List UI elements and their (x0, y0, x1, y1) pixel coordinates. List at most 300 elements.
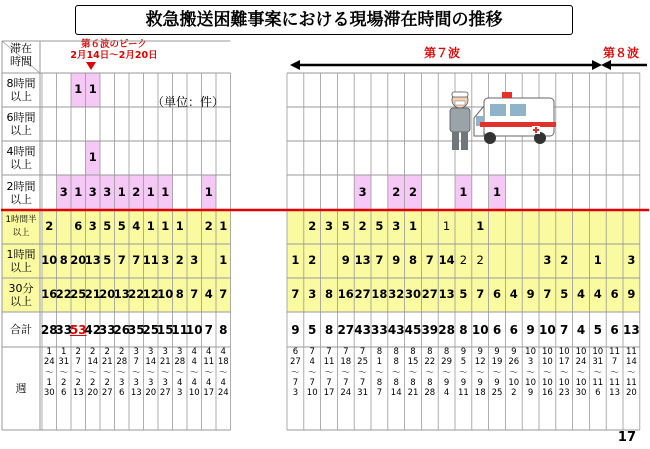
week-label (100, 347, 115, 429)
table-cell-h8: 1 (74, 82, 83, 97)
wave8-label: 第８波 (603, 46, 640, 60)
table-cell-m30: 32 (388, 287, 405, 302)
week-label-part: 24 (575, 357, 587, 368)
week-label-part: 2 (104, 347, 110, 357)
row-header-text: 以上 (10, 90, 32, 103)
table-cell-total: 6 (610, 322, 619, 337)
week-label-part: 4 (309, 357, 315, 368)
table-cell-total: 13 (623, 322, 640, 337)
week-label (438, 347, 455, 429)
table-cell-m30: 7 (219, 287, 228, 302)
row-header-h4 (2, 141, 40, 175)
table-cell-h1: 3 (190, 253, 199, 268)
week-label-part: 1 (46, 347, 52, 357)
table-cell-h1: 2 (308, 253, 317, 268)
week-label-part: 7 (133, 357, 139, 368)
week-label (337, 347, 354, 429)
table-cell-total: 39 (421, 322, 439, 337)
week-label-part: 4 (206, 377, 212, 388)
week-label-part: 5 (460, 357, 467, 368)
table-cell-m30: 21 (84, 287, 101, 302)
table-cell-h2: 3 (103, 184, 112, 199)
table-cell-h2: 1 (117, 184, 126, 199)
table-cell-total: 33 (55, 322, 73, 337)
week-label-part: 2 (75, 377, 81, 388)
table-cell-total: 53 (69, 322, 87, 337)
table-cell-total: 25 (142, 322, 160, 337)
row-header-text: 2時間 (6, 179, 36, 193)
table-cell-m30: 6 (492, 287, 501, 302)
week-label (354, 347, 371, 429)
week-label-part: 11 (592, 377, 604, 388)
week-label (42, 347, 57, 429)
week-label-part: 1 (61, 347, 67, 357)
table-cell-h15: 3 (88, 219, 97, 234)
week-label-part: 4 (191, 347, 197, 357)
row-header-text: 6時間 (6, 111, 36, 124)
table-cell-m30: 9 (526, 287, 535, 302)
week-label-part: 4 (220, 347, 226, 357)
table-cell-h15: 1 (219, 219, 228, 234)
week-label-part: ～ (189, 367, 199, 378)
week-label-part: 8 (393, 377, 399, 388)
peak-label-line1: 第６波のピーク (80, 39, 148, 50)
week-label-part: 24 (43, 357, 55, 368)
week-label-part: 19 (491, 357, 503, 368)
table-cell-total: 5 (308, 322, 317, 337)
week-label-part: 20 (625, 388, 637, 399)
week-label-part: 10 (558, 347, 570, 357)
week-label-part: 3 (148, 377, 154, 388)
week-label-part: 13 (72, 388, 84, 399)
table-cell-total: 26 (113, 322, 131, 337)
week-label (623, 347, 640, 429)
week-label (405, 347, 422, 429)
week-label-part: 3 (162, 377, 168, 388)
table-cell-h1: 2 (175, 253, 184, 268)
table-cell-h2: 1 (146, 184, 155, 199)
week-label-part: 30 (43, 388, 55, 399)
week-label-part: ～ (475, 367, 485, 378)
table-cell-m30: 4 (576, 287, 585, 302)
table-cell-total: 28 (40, 322, 58, 337)
week-label-part: ～ (375, 367, 384, 378)
table-cell-h2: 1 (74, 184, 83, 199)
table-cell-h15: 1 (161, 219, 170, 234)
week-label-part: 9 (477, 377, 483, 388)
week-label-part: 9 (460, 377, 467, 388)
table-cell-total: 6 (492, 322, 502, 337)
week-label-part: 3 (177, 347, 183, 357)
week-label-part: ～ (146, 367, 155, 378)
table-cell-m30: 22 (55, 287, 72, 302)
week-label-part: 9 (527, 388, 534, 399)
week-label-part: 6 (292, 347, 299, 357)
week-label-part: 8 (376, 377, 383, 388)
row-header-text: 30分 (8, 282, 34, 295)
week-label-part: 8 (410, 377, 416, 388)
table-cell-m30: 12 (142, 287, 159, 302)
table-cell-h15: 5 (341, 219, 350, 234)
week-label-part: 2 (104, 377, 110, 388)
week-label-part: 10 (508, 377, 520, 388)
table-cell-h1: 3 (627, 253, 636, 268)
table-cell-h2: 1 (459, 184, 468, 199)
week-label-part: ～ (44, 367, 54, 378)
week-label-part: 6 (61, 388, 67, 399)
week-label-part: 3 (133, 347, 139, 357)
table-cell-m30: 4 (509, 287, 518, 302)
week-label-part: 18 (340, 357, 352, 368)
row-header-h15 (2, 210, 40, 244)
week-label-part: 4 (177, 377, 183, 388)
week-label-part: 21 (101, 357, 113, 368)
table-cell-h1: 13 (354, 253, 371, 268)
week-label-part: 7 (326, 377, 332, 388)
week-label-part: 3 (292, 388, 299, 399)
week-label-part: 14 (145, 357, 157, 368)
row-header-text: 4時間 (6, 145, 36, 158)
table-cell-total: 9 (526, 322, 535, 337)
table-cell-total: 33 (98, 322, 116, 337)
week-label-part: 4 (191, 377, 197, 388)
row-header-text: 以上 (12, 228, 30, 238)
table-cell-m30: 4 (593, 287, 602, 302)
unit-label: （単位：件） (152, 95, 225, 109)
week-label-part: 3 (133, 377, 139, 388)
table-cell-h1: 5 (103, 253, 112, 268)
week-label-part: ～ (593, 367, 603, 378)
week-label-part: 7 (359, 347, 366, 357)
week-label-part: 21 (407, 388, 419, 399)
week-label-part: 7 (292, 377, 299, 388)
week-label-part: 2 (75, 347, 81, 357)
table-cell-m30: 10 (157, 287, 174, 302)
week-label-part: ～ (425, 367, 435, 378)
week-label-part: 10 (306, 388, 318, 399)
table-cell-total: 10 (539, 322, 556, 337)
table-cell-total: 43 (387, 322, 405, 337)
week-label (158, 347, 173, 429)
week-label-part: 2 (90, 377, 96, 388)
week-label-part: ～ (160, 367, 170, 378)
week-label (115, 347, 130, 429)
week-label-part: 11 (323, 357, 335, 368)
table-cell-h15: 1 (442, 219, 451, 234)
table-cell-m30: 20 (99, 287, 116, 302)
week-label (388, 347, 405, 429)
week-label (421, 347, 438, 429)
week-label (287, 347, 304, 429)
table-cell-m30: 4 (204, 287, 213, 302)
week-label-part: 20 (87, 388, 99, 399)
table-cell-total: 9 (291, 322, 300, 337)
table-cell-m30: 13 (113, 287, 130, 302)
week-label (489, 347, 506, 429)
table-cell-h1: 8 (59, 253, 68, 268)
week-label-part: ～ (442, 367, 451, 378)
week-label-part: 25 (357, 357, 368, 368)
week-label-part: 18 (217, 357, 229, 368)
week-label-part: 28 (174, 357, 186, 368)
table-cell-h15: 1 (408, 219, 417, 234)
peak-label-line2: 2月14日～2月20日 (70, 50, 158, 61)
table-cell-h2: 3 (88, 184, 97, 199)
table-cell-h15: 6 (74, 219, 83, 234)
week-label-part: 1 (46, 377, 52, 388)
week-label-part: 6 (119, 388, 125, 399)
row-header-h2 (2, 175, 40, 210)
table-cell-h15: 5 (103, 219, 112, 234)
week-label-part: ～ (88, 367, 97, 378)
week-label-part: 10 (541, 357, 553, 368)
week-label-part: 2 (119, 347, 125, 357)
table-cell-m30: 7 (543, 287, 552, 302)
week-label-part: 11 (203, 357, 215, 368)
row-header-m30 (2, 278, 40, 312)
table-cell-h2: 2 (392, 184, 401, 199)
row-header-text: 1時間 (6, 248, 36, 261)
week-label-part: 10 (525, 347, 536, 357)
week-label-part: 3 (162, 347, 168, 357)
week-label-part: ～ (324, 367, 334, 378)
week-label-part: 11 (609, 377, 620, 388)
table-cell-m30: 18 (371, 287, 388, 302)
week-label-part: 12 (474, 357, 486, 368)
week-label-part: ～ (131, 367, 141, 378)
ambulance-illustration-icon (440, 86, 570, 154)
week-label-part: ～ (117, 367, 126, 378)
wave7-label: 第７波 (424, 46, 461, 60)
week-label-part: ～ (291, 367, 300, 378)
table-cell-m30: 16 (337, 287, 354, 302)
week-label-part: ～ (509, 367, 519, 378)
week-label-part: 28 (116, 357, 128, 368)
week-label-part: 10 (575, 377, 587, 388)
week-label-part: 28 (424, 388, 436, 399)
table-cell-total: 15 (156, 322, 174, 337)
row-header-text: 以上 (10, 124, 32, 137)
table-cell-total: 45 (404, 322, 422, 337)
table-cell-total: 8 (219, 322, 228, 337)
week-label-part: 9 (477, 347, 483, 357)
week-label-part: 17 (203, 388, 215, 399)
week-label-part: 10 (592, 347, 604, 357)
week-label-part: 6 (595, 388, 601, 399)
week-label-part: 21 (159, 357, 171, 368)
week-label-part: 3 (148, 347, 154, 357)
week-label-part: 14 (390, 388, 402, 399)
week-label (522, 347, 539, 429)
week-label-part: 31 (58, 357, 70, 368)
week-label-part: 15 (407, 357, 419, 368)
week-label (539, 347, 556, 429)
table-cell-h1: 13 (84, 253, 101, 268)
week-label-part: 14 (625, 357, 637, 368)
table-cell-h15: 3 (392, 219, 401, 234)
table-cell-total: 11 (171, 322, 189, 337)
table-cell-h1: 7 (375, 253, 384, 268)
row-header-week: 週 (15, 382, 27, 395)
week-label-part: 11 (457, 388, 469, 399)
table-cell-h2: 1 (492, 184, 501, 199)
table-cell-h1: 2 (476, 253, 484, 268)
week-label-part: 10 (541, 347, 553, 357)
table-cell-m30: 7 (291, 287, 300, 302)
table-cell-h15: 2 (308, 219, 317, 234)
week-label-part: 7 (611, 357, 618, 368)
table-cell-h15: 1 (476, 219, 485, 234)
week-label-part: 17 (558, 357, 570, 368)
week-label-part: ～ (59, 367, 68, 378)
week-label-part: 20 (145, 388, 157, 399)
week-label (187, 347, 202, 429)
week-label-part: 9 (494, 377, 500, 388)
week-label-part: 25 (491, 388, 503, 399)
week-label-part: 3 (177, 388, 183, 399)
table-cell-total: 28 (438, 322, 455, 337)
week-label (455, 347, 472, 429)
table-cell-h15: 5 (117, 219, 126, 234)
table-cell-m30: 6 (610, 287, 619, 302)
table-cell-h15: 4 (132, 219, 141, 234)
table-cell-h1: 9 (392, 253, 401, 268)
table-cell-h15: 2 (204, 219, 213, 234)
table-cell-total: 43 (354, 322, 371, 337)
table-cell-total: 33 (371, 322, 388, 337)
week-label (573, 347, 590, 429)
week-label-part: ～ (610, 367, 619, 378)
table-cell-total: 4 (576, 322, 586, 337)
week-label-part: 7 (75, 357, 81, 368)
table-cell-h1: 7 (132, 253, 141, 268)
table-cell-h15: 5 (375, 219, 384, 234)
week-label-part: 27 (101, 388, 113, 399)
row-header-h6 (2, 107, 40, 141)
table-cell-h1: 20 (70, 253, 87, 268)
week-label-part: 9 (494, 347, 500, 357)
table-cell-h1: 11 (142, 253, 159, 268)
week-label-part: 2 (90, 347, 96, 357)
week-label-part: 1 (376, 357, 383, 368)
table-cell-h1: 3 (161, 253, 170, 268)
week-label-part: 8 (443, 347, 450, 357)
row-header-text: 合計 (10, 323, 32, 336)
table-cell-h2: 3 (59, 184, 68, 199)
week-label-part: ～ (175, 367, 184, 378)
table-cell-total: 27 (337, 322, 355, 337)
table-cell-total: 10 (471, 322, 489, 337)
week-label-part: 8 (427, 347, 433, 357)
week-label-part: ～ (73, 367, 83, 378)
week-label-part: 7 (376, 388, 383, 399)
week-label-part: 30 (575, 388, 587, 399)
week-label-part: 7 (309, 347, 315, 357)
week-label-part: 11 (609, 347, 620, 357)
week-label-part: ～ (307, 367, 317, 378)
table-cell-h15: 2 (358, 219, 367, 234)
week-label-part: ～ (341, 367, 351, 378)
week-label-part: 18 (474, 388, 486, 399)
table-cell-total: 5 (593, 322, 602, 337)
row-header-h1 (2, 244, 40, 278)
week-label-part: 11 (625, 377, 637, 388)
week-label-part: 7 (359, 377, 366, 388)
table-cell-h1: 7 (425, 253, 434, 268)
row-header-text: 以上 (10, 295, 32, 308)
week-label-part: 7 (343, 347, 349, 357)
table-cell-h2: 1 (204, 184, 213, 199)
table-cell-total: 6 (509, 322, 518, 337)
week-label-part: 14 (87, 357, 99, 368)
table-cell-m30: 3 (308, 287, 317, 302)
week-label-part: ～ (559, 367, 569, 378)
table-cell-total: 7 (560, 322, 569, 337)
week-label (589, 347, 606, 429)
week-label-part: 24 (340, 388, 352, 399)
table-cell-m30: 27 (421, 287, 438, 302)
week-label-part: 10 (558, 377, 570, 388)
table-cell-h1: 7 (117, 253, 126, 268)
week-label-part: 4 (206, 347, 212, 357)
page-title: 救急搬送困難事案における現場滞在時間の推移 (75, 5, 573, 35)
row-header-total (2, 312, 40, 347)
week-label (472, 347, 489, 429)
week-label (71, 347, 86, 429)
week-label-part: 3 (119, 377, 125, 388)
table-cell-m30: 7 (476, 287, 485, 302)
table-cell-total: 42 (84, 322, 102, 337)
table-cell-total: 8 (459, 322, 468, 337)
table-cell-m30: 30 (404, 287, 421, 302)
table-cell-h15: 1 (175, 219, 184, 234)
week-label-part: ～ (526, 367, 535, 378)
week-label (304, 347, 321, 429)
week-label-part: 9 (443, 377, 450, 388)
week-label-part: ～ (492, 367, 502, 378)
week-label-part: 31 (357, 388, 368, 399)
week-label-part: ～ (627, 367, 636, 378)
table-cell-h1: 3 (543, 253, 552, 268)
week-label-part: 3 (527, 357, 534, 368)
week-label-part: 11 (625, 347, 637, 357)
row-header-text: 1時間半 (5, 215, 37, 225)
week-label-part: 29 (441, 357, 452, 368)
week-label-part: 8 (376, 347, 383, 357)
week-label (57, 347, 72, 429)
week-label-part: ～ (459, 367, 468, 378)
week-label-part: ～ (102, 367, 112, 378)
table-cell-total: 8 (324, 322, 334, 337)
week-label (86, 347, 101, 429)
week-label-part: 9 (511, 347, 517, 357)
row-header-text: 以上 (10, 192, 32, 206)
week-label (556, 347, 573, 429)
row-header-text: 以上 (10, 261, 32, 274)
week-label-part: 4 (443, 388, 450, 399)
week-label (505, 347, 522, 429)
week-label-part: 8 (410, 347, 416, 357)
table-cell-total: 35 (127, 322, 145, 337)
table-cell-h2: 3 (358, 184, 367, 199)
table-cell-h1: 2 (459, 253, 468, 268)
table-cell-h4: 1 (88, 150, 97, 165)
week-label-part: 2 (511, 388, 517, 399)
table-cell-h15: 2 (45, 219, 54, 234)
page-number: 17 (617, 430, 636, 445)
week-label-part: 8 (393, 347, 399, 357)
week-label-part: 8 (393, 357, 399, 368)
